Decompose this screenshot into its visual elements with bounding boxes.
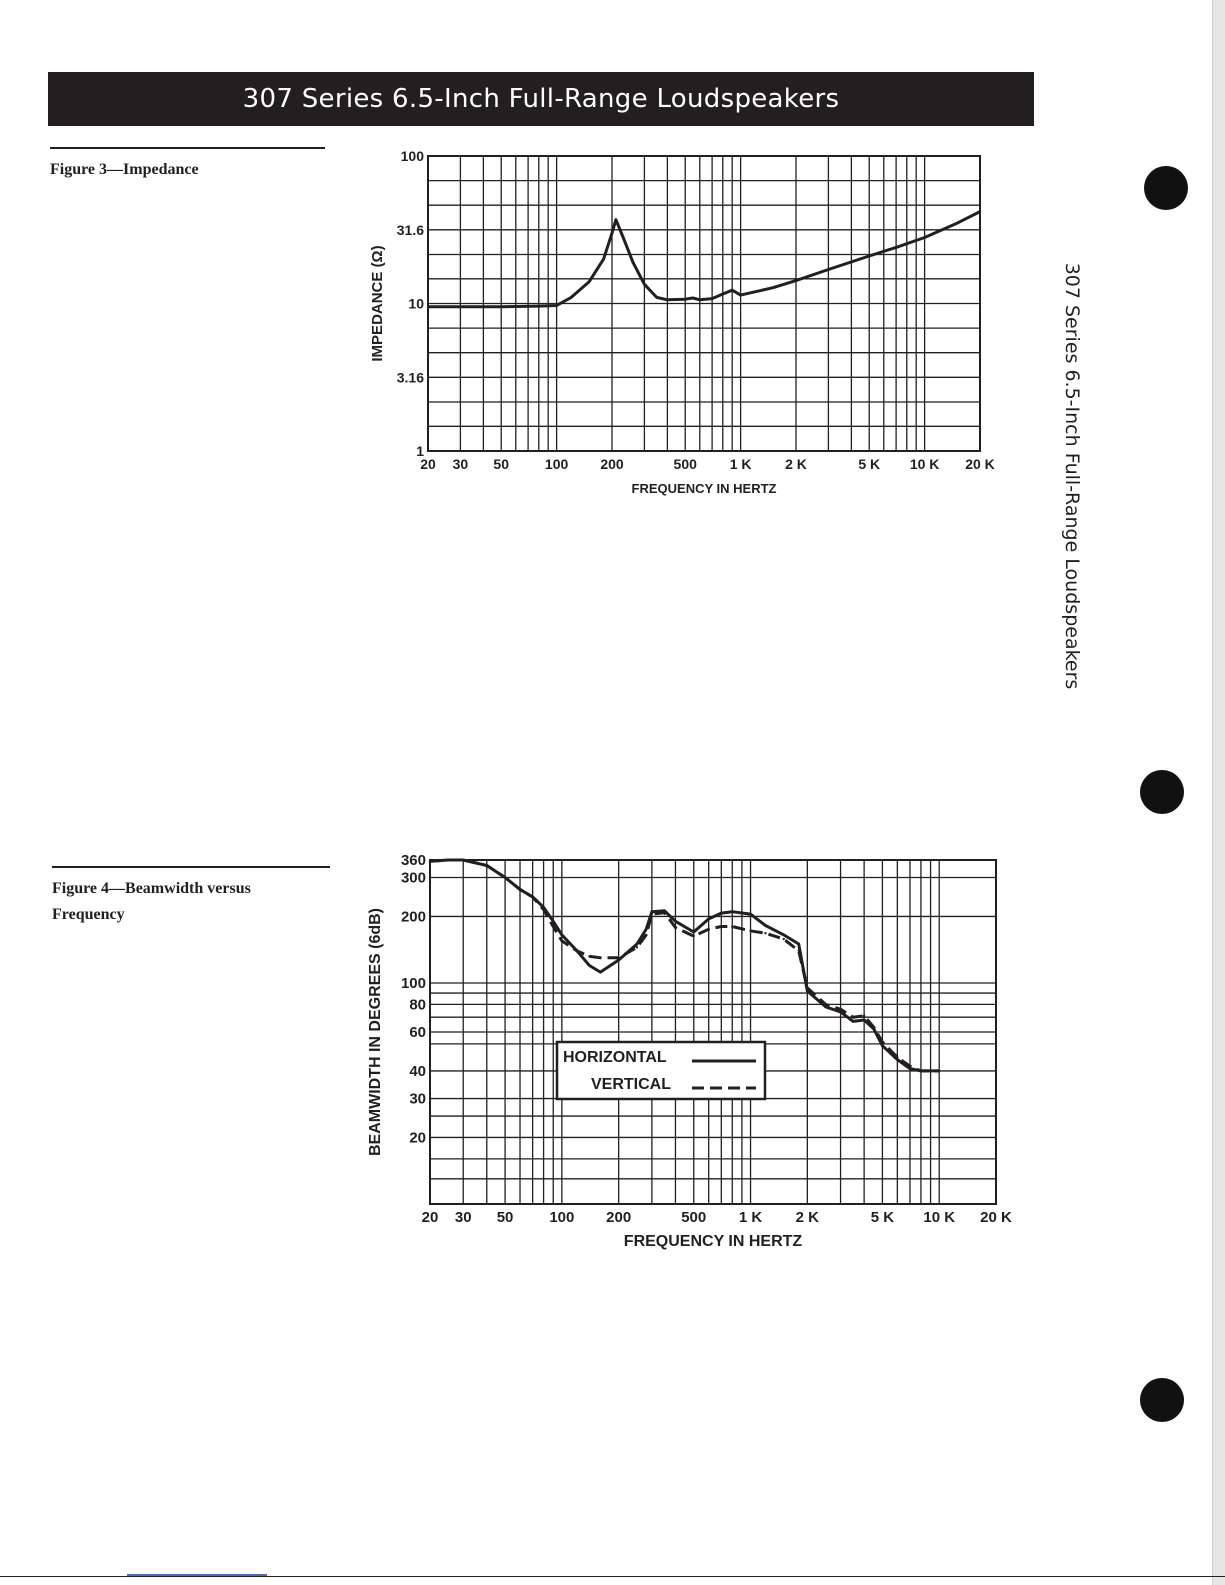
data-point (447, 859, 449, 861)
data-point (824, 1003, 826, 1005)
y-tick-label: 300 (400, 869, 426, 887)
x-tick-label: 20 (421, 1209, 439, 1226)
data-point (764, 924, 766, 926)
figure4-caption-line2: Frequency (52, 906, 125, 923)
x-axis-label: FREQUENCY IN HERTZ (623, 1233, 803, 1250)
x-tick-label: 50 (493, 456, 510, 472)
data-point (707, 918, 709, 920)
data-point (663, 911, 665, 913)
y-tick-label: 60 (409, 1024, 426, 1041)
data-point (920, 1070, 922, 1072)
data-point (429, 860, 431, 862)
figure4-caption-line1: Figure 4—Beamwidth versus (52, 880, 251, 897)
data-point (839, 1008, 841, 1010)
data-point (881, 1045, 883, 1047)
data-point (863, 1019, 865, 1021)
data-point (651, 913, 653, 915)
x-tick-label: 20 K (965, 456, 995, 472)
x-tick-label: 20 (420, 456, 436, 472)
data-point (798, 949, 800, 951)
x-tick-label: 100 (549, 1209, 575, 1226)
x-axis-label: FREQUENCY IN HERTZ (631, 481, 777, 496)
data-point (651, 911, 653, 913)
x-tick-label: 1 K (729, 456, 752, 472)
data-point (806, 987, 808, 989)
data-point (707, 928, 709, 930)
x-tick-label: 1 K (738, 1209, 763, 1226)
x-tick-label: 20 K (980, 1209, 1012, 1226)
header-title: 307 Series 6.5-Inch Full-Range Loudspeakers (242, 84, 840, 114)
x-tick-label: 500 (681, 1209, 707, 1226)
y-tick-label: 20 (409, 1129, 426, 1147)
y-tick-label: 3.16 (396, 369, 424, 386)
data-point (873, 1026, 875, 1028)
x-tick-label: 100 (544, 456, 569, 472)
data-point (693, 935, 695, 937)
data-point (896, 1056, 898, 1058)
data-point (636, 943, 638, 945)
legend (557, 1042, 765, 1099)
data-point (749, 913, 751, 915)
x-tick-label: 2 K (785, 456, 807, 472)
series-line (430, 860, 939, 1071)
y-tick-label: 10 (408, 295, 424, 312)
y-tick-label: 80 (409, 996, 426, 1014)
y-tick-label: 100 (400, 974, 426, 992)
data-point (531, 896, 533, 898)
x-tick-label: 10 K (923, 1209, 956, 1226)
series-line (430, 860, 939, 1071)
data-point (798, 943, 800, 945)
data-point (542, 908, 544, 910)
data-point (720, 912, 722, 914)
data-point (504, 876, 506, 878)
x-tick-label: 50 (496, 1209, 514, 1226)
y-axis-label: IMPEDANCE (Ω) (369, 245, 386, 362)
data-point (764, 932, 766, 934)
y-tick-label: 40 (409, 1062, 426, 1080)
data-point (783, 934, 785, 936)
legend-label-vertical: VERTICAL (591, 1076, 671, 1093)
data-point (645, 934, 647, 936)
data-point (863, 1015, 865, 1017)
x-tick-label: 5 K (858, 456, 881, 472)
grid (430, 860, 996, 1204)
data-point (617, 957, 619, 959)
x-tick-label: 200 (600, 456, 624, 472)
data-point (731, 911, 733, 913)
data-point (731, 925, 733, 927)
data-point (896, 1058, 898, 1060)
data-point (693, 931, 695, 933)
data-point (486, 864, 488, 866)
data-point (561, 940, 563, 942)
x-tick-label: 30 (454, 1209, 472, 1226)
data-point (909, 1065, 911, 1067)
data-point (561, 934, 563, 936)
data-point (552, 925, 554, 927)
side-title: 307 Series 6.5-Inch Full-Range Loudspeakers (1061, 262, 1083, 690)
data-point (938, 1070, 940, 1072)
y-tick-label: 360 (400, 852, 426, 869)
x-tick-label: 500 (673, 456, 697, 472)
data-point (674, 920, 676, 922)
data-point (599, 971, 601, 973)
x-tick-label: 5 K (870, 1209, 895, 1226)
y-tick-label: 100 (400, 148, 424, 164)
y-tick-label: 200 (400, 908, 426, 926)
data-point (588, 964, 590, 966)
y-tick-label: 30 (409, 1090, 426, 1108)
data-point (881, 1041, 883, 1043)
data-point (720, 925, 722, 927)
x-tick-label: 30 (452, 456, 469, 472)
data-point (462, 859, 464, 861)
data-point (519, 888, 521, 890)
data-point (588, 955, 590, 957)
data-point (674, 926, 676, 928)
legend-label-horizontal: HORIZONTAL (563, 1049, 667, 1066)
data-point (783, 938, 785, 940)
data-point (636, 946, 638, 948)
data-point (599, 957, 601, 959)
data-point (576, 949, 578, 951)
x-tick-label: 2 K (795, 1209, 820, 1226)
data-point (852, 1016, 854, 1018)
figure3-caption-text: Figure 3—Impedance (50, 161, 199, 178)
x-tick-label: 200 (606, 1209, 632, 1226)
y-tick-label: 31.6 (396, 221, 424, 238)
y-axis-label: BEAMWIDTH IN DEGREES (6dB) (367, 908, 384, 1156)
x-tick-label: 10 K (909, 456, 940, 472)
data-point (852, 1020, 854, 1022)
data-point (749, 930, 751, 932)
y-tick-label: 1 (416, 443, 424, 459)
